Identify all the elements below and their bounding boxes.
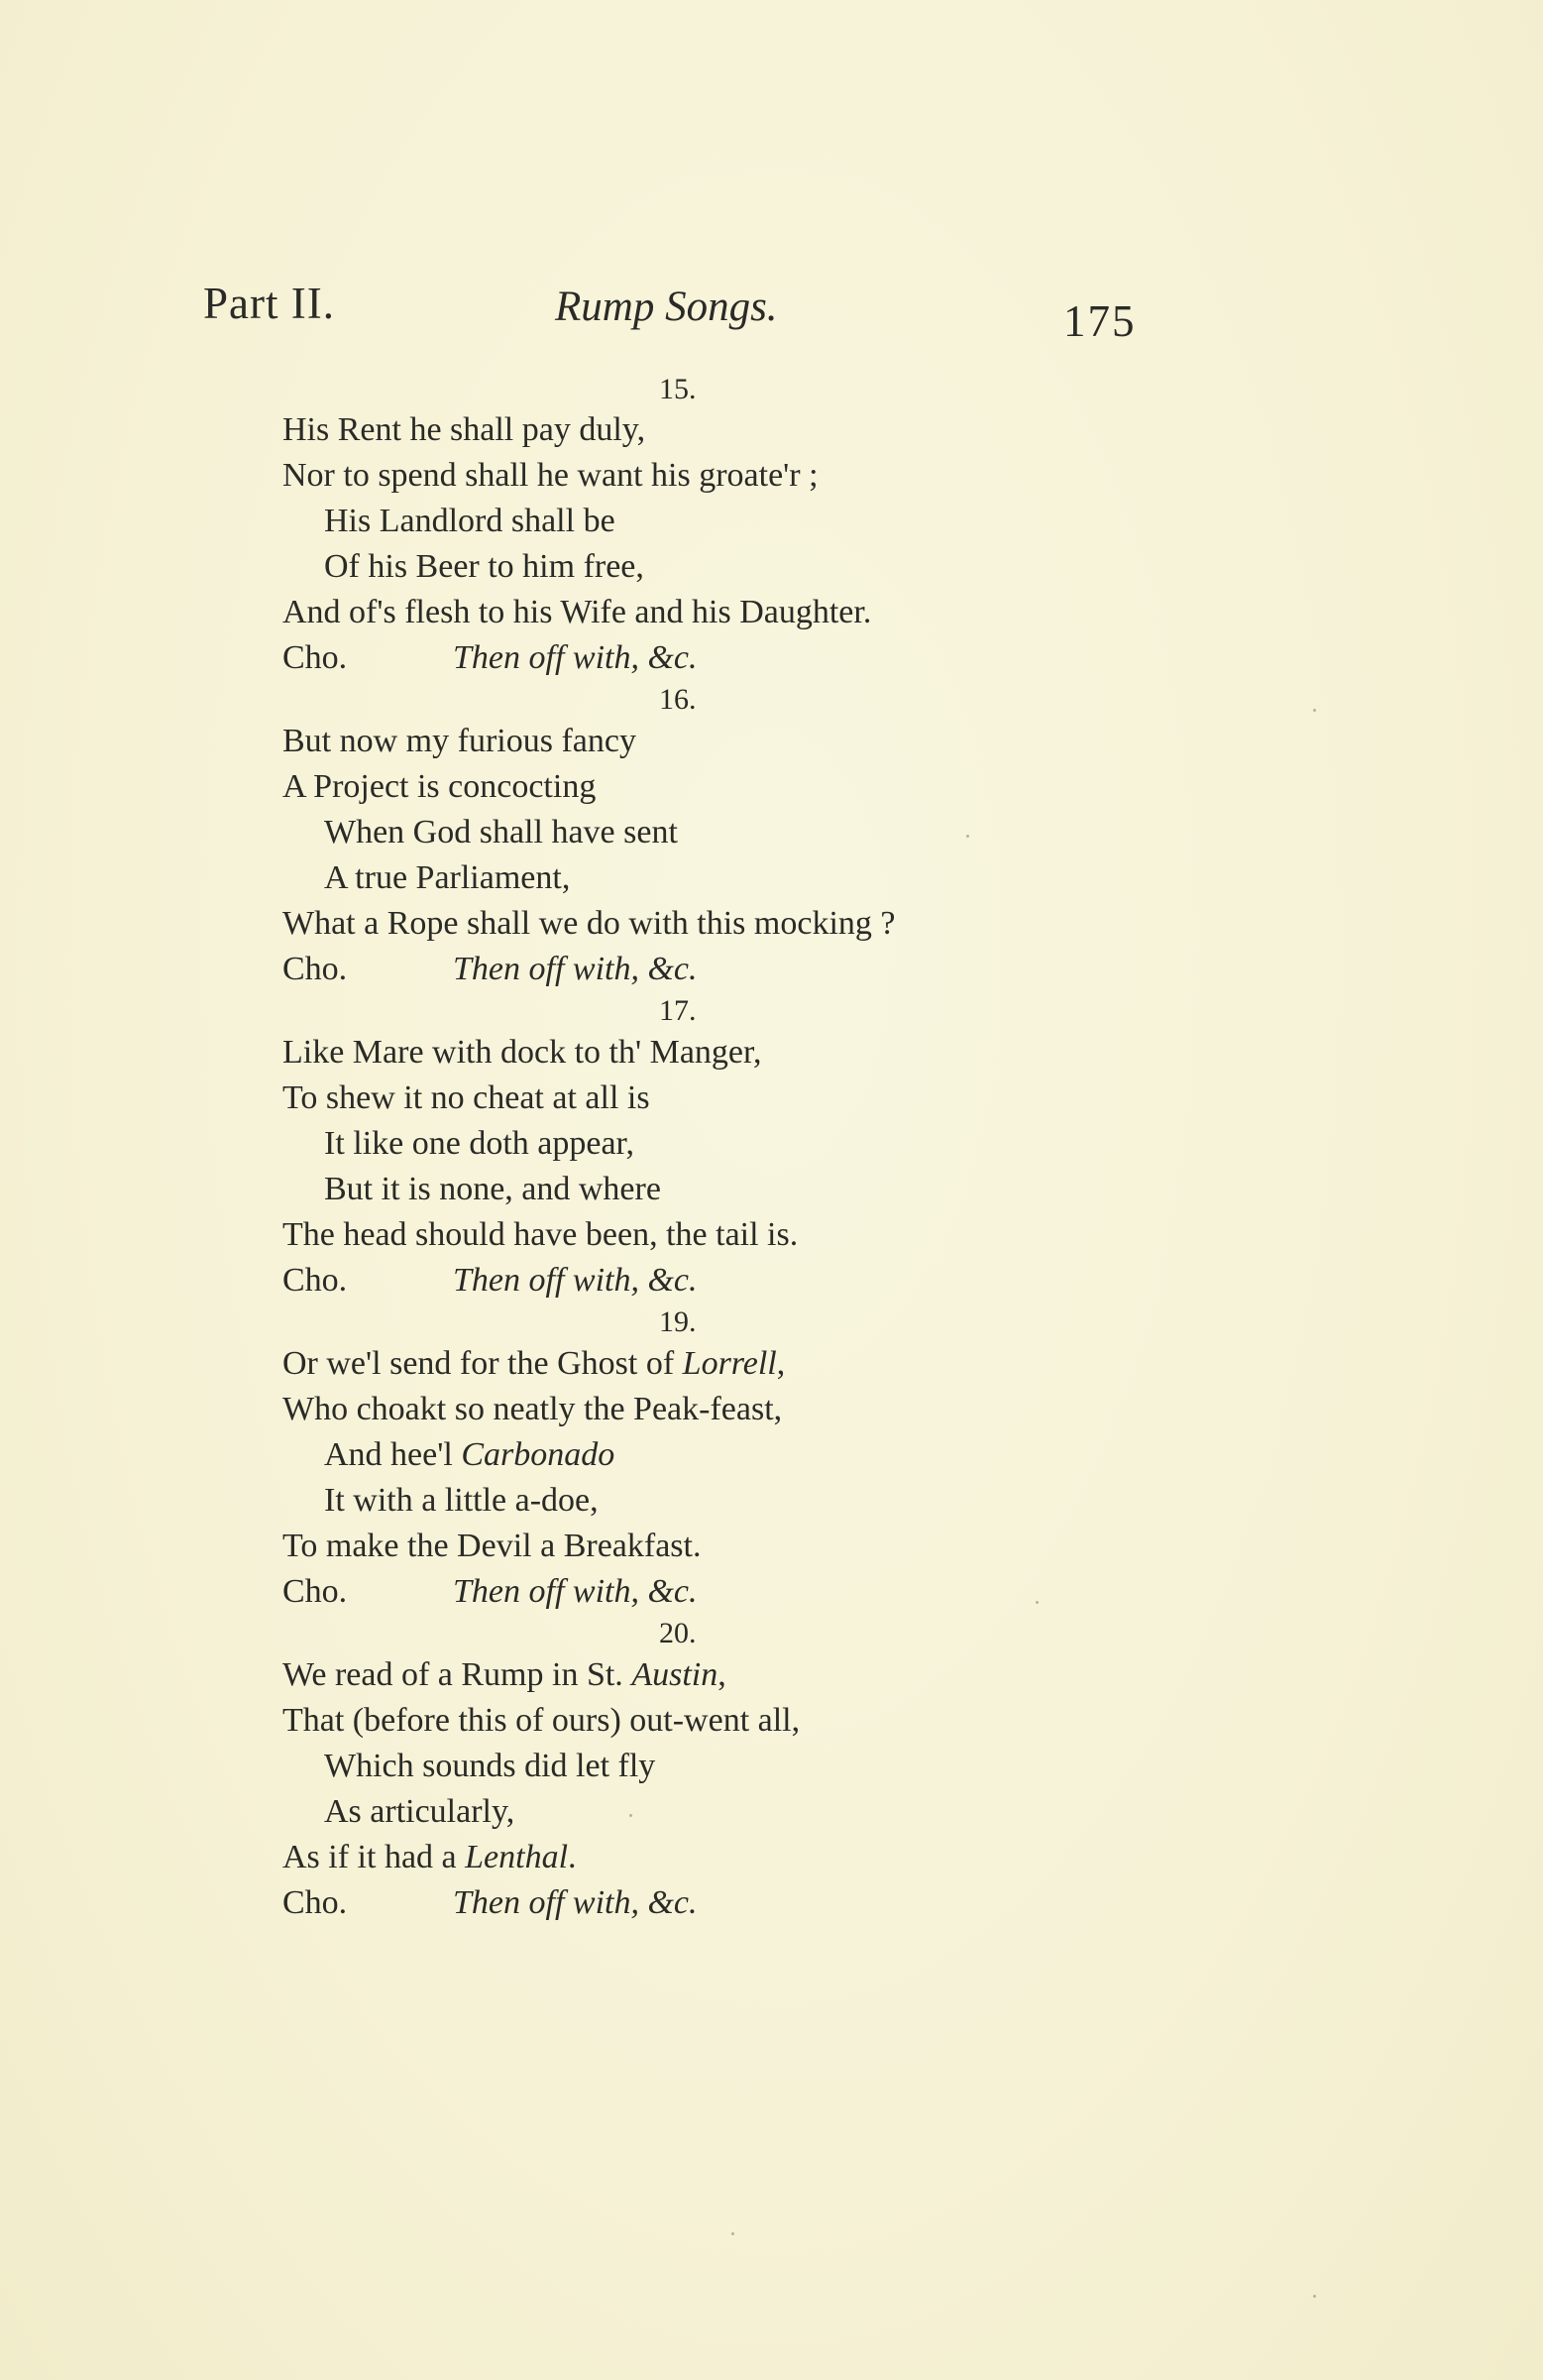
chorus-line (282, 1883, 698, 1923)
verse-line: As articularly, (324, 1793, 515, 1830)
chorus-label: Cho. (282, 1884, 348, 1921)
verse-text: Or we'l send for the Ghost of Lorrell, (282, 1345, 786, 1382)
verse-line: We read of a Rump in St. Austin, (282, 1656, 726, 1693)
verse-line: The head should have been, the tail is. (282, 1216, 799, 1253)
chorus-text: Then off with, &c. (453, 1262, 698, 1299)
paper-speck (1313, 709, 1316, 712)
chorus-text: Then off with, &c. (453, 1884, 698, 1921)
verse-line: What a Rope shall we do with this mocking ? (282, 905, 896, 942)
chorus-label: Cho. (282, 639, 348, 676)
chorus-line (282, 1572, 698, 1612)
verse-line: Nor to spend shall he want his groate'r ; (282, 457, 819, 494)
verse-line: A true Parliament, (324, 859, 571, 896)
verse-line: Who choakt so neatly the Peak-feast, (282, 1391, 783, 1427)
verse-line: Which sounds did let fly (324, 1748, 656, 1784)
verse-line: It with a little a-doe, (324, 1482, 599, 1519)
verse-line: It like one doth appear, (324, 1125, 635, 1162)
verse-line: As if it had a Lenthal. (282, 1839, 577, 1875)
stanza-number: 15. (659, 373, 697, 405)
chorus-label: Cho. (282, 951, 348, 987)
paper-speck (629, 1814, 632, 1817)
verse-line: And of's flesh to his Wife and his Daughter. (282, 594, 872, 630)
stanza-number: 19. (659, 1305, 697, 1338)
verse-line: To shew it no cheat at all is (282, 1079, 650, 1116)
chorus-text: Then off with, &c. (453, 951, 698, 987)
verse-line: Like Mare with dock to th' Manger, (282, 1034, 762, 1071)
verse-line: But now my furious fancy (282, 723, 636, 759)
stanza-number: 17. (659, 994, 697, 1027)
verse-line: A Project is concocting (282, 768, 597, 805)
page-number: 175 (1063, 296, 1137, 346)
stanza-number: 16. (659, 683, 697, 716)
chorus-line (282, 950, 698, 989)
paper-speck (966, 835, 969, 838)
chorus-text: Then off with, &c. (453, 639, 698, 676)
stanza-number: 20. (659, 1617, 697, 1649)
verse-line: His Landlord shall be (324, 503, 615, 539)
verse-line: But it is none, and where (324, 1171, 661, 1207)
verse-line: Of his Beer to him free, (324, 548, 644, 585)
chorus-text: Then off with, &c. (453, 1573, 698, 1610)
chorus-label: Cho. (282, 1573, 348, 1610)
chorus-line (282, 1261, 698, 1301)
verse-line: His Rent he shall pay duly, (282, 411, 646, 448)
verse-line: That (before this of ours) out-went all, (282, 1702, 801, 1739)
verse-line: To make the Devil a Breakfast. (282, 1528, 702, 1564)
running-header (203, 268, 1194, 347)
part-label: Part II. (203, 279, 335, 328)
verse-line (282, 1344, 785, 1384)
chorus-line (282, 638, 698, 678)
paper-speck (1036, 1601, 1039, 1604)
paper-speck (1313, 2295, 1316, 2298)
verse-line: When God shall have sent (324, 814, 678, 850)
verse-line: And hee'l Carbonado (324, 1436, 615, 1473)
chorus-label: Cho. (282, 1262, 348, 1299)
running-title: Rump Songs. (555, 283, 778, 330)
paper-speck (731, 2232, 734, 2235)
